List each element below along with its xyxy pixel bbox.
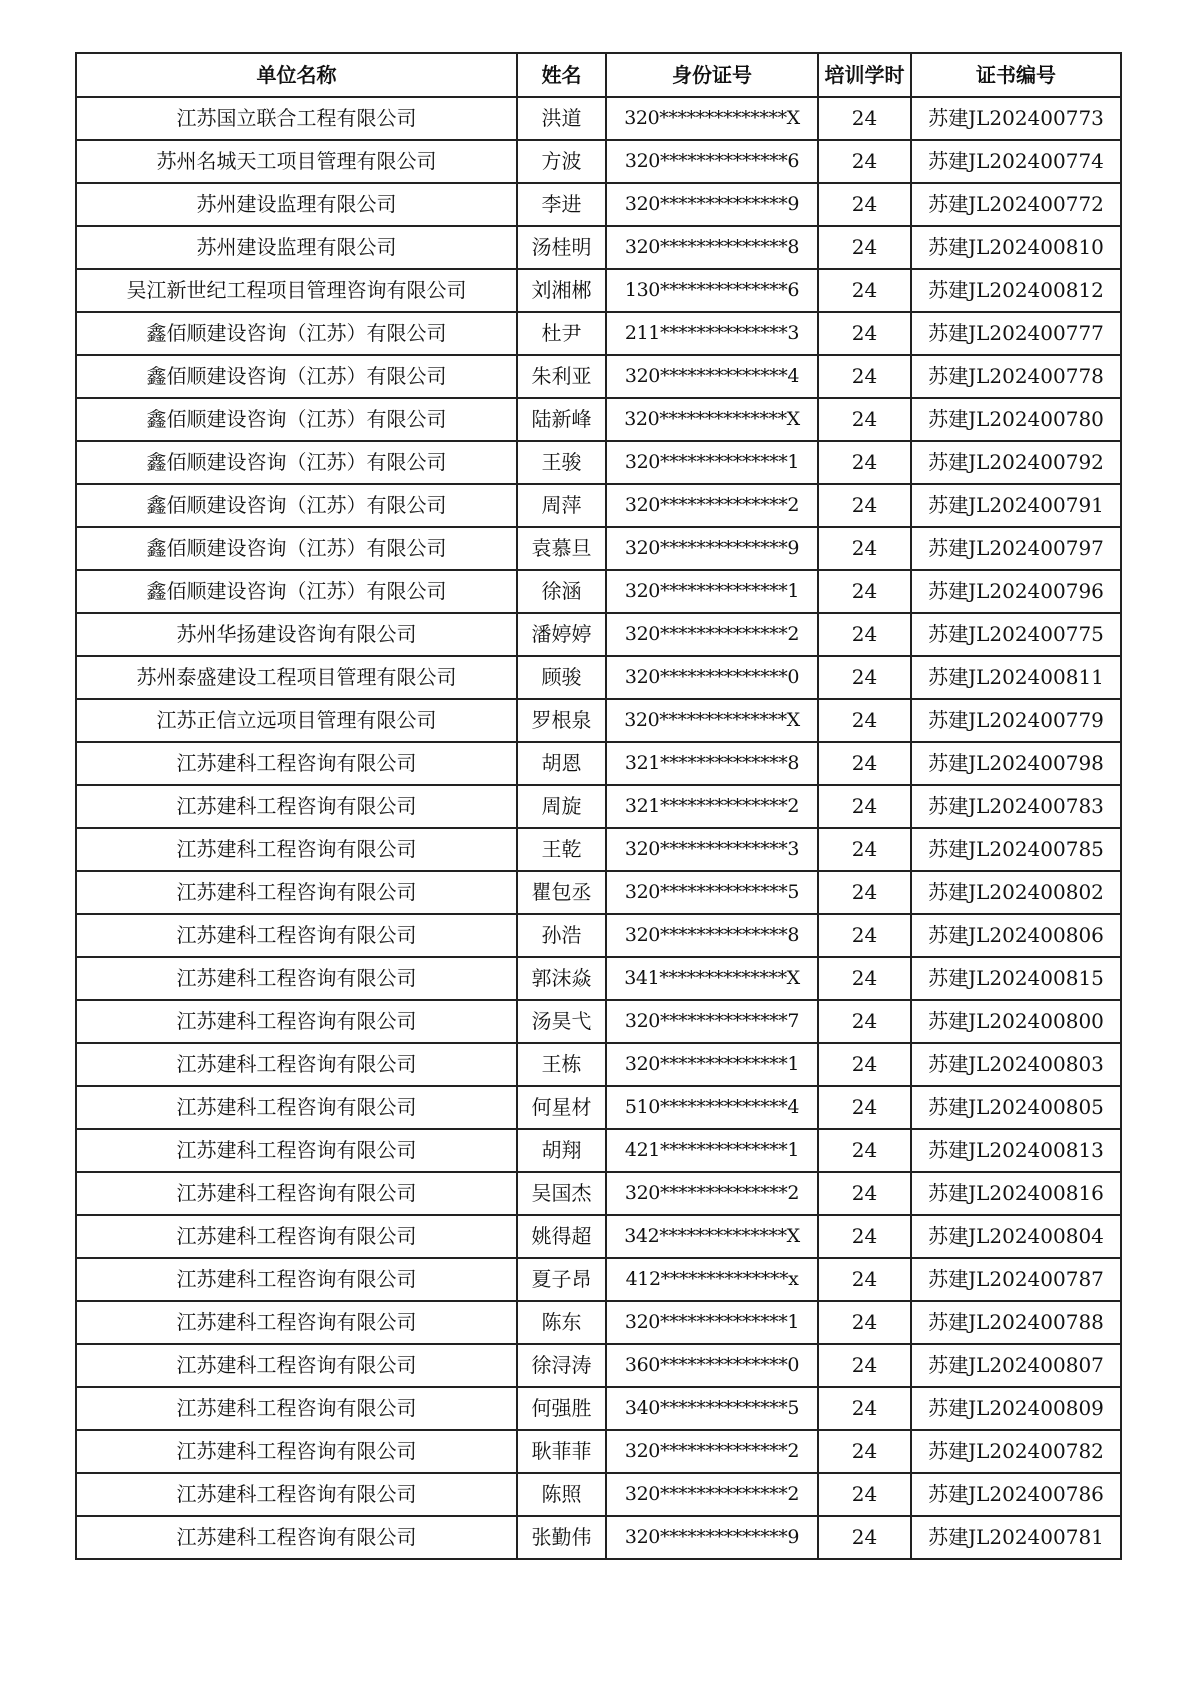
table-row: [76, 613, 1121, 656]
unit-name-cell: 江苏建科工程咨询有限公司: [76, 1301, 517, 1344]
id-number-cell: 320**************9: [606, 183, 818, 226]
table-row: [76, 1086, 1121, 1129]
table-row: [76, 1301, 1121, 1344]
id-number-cell: 320**************9: [606, 1516, 818, 1559]
id-number-cell: 320**************2: [606, 613, 818, 656]
person-name-cell: 洪道: [517, 97, 606, 140]
person-name-cell: 耿菲菲: [517, 1430, 606, 1473]
person-name-cell: 刘湘郴: [517, 269, 606, 312]
training-hours-cell: 24: [818, 1172, 911, 1215]
unit-name-cell: 苏州名城天工项目管理有限公司: [76, 140, 517, 183]
table-row: [76, 484, 1121, 527]
person-name-cell: 徐浔涛: [517, 1344, 606, 1387]
table-row: [76, 97, 1121, 140]
training-hours-cell: 24: [818, 1301, 911, 1344]
id-number-cell: 360**************0: [606, 1344, 818, 1387]
person-name-cell: 朱利亚: [517, 355, 606, 398]
table-row: [76, 570, 1121, 613]
table-row: [76, 1129, 1121, 1172]
id-number-cell: 320**************2: [606, 484, 818, 527]
training-hours-cell: 24: [818, 570, 911, 613]
person-name-cell: 陈东: [517, 1301, 606, 1344]
certificate-number-cell: 苏建JL202400785: [911, 828, 1121, 871]
training-hours-cell: 24: [818, 1000, 911, 1043]
certificate-number-cell: 苏建JL202400775: [911, 613, 1121, 656]
id-number-cell: 130**************6: [606, 269, 818, 312]
table-row: [76, 1258, 1121, 1301]
id-number-cell: 320**************1: [606, 1043, 818, 1086]
person-name-cell: 何强胜: [517, 1387, 606, 1430]
person-name-cell: 瞿包丞: [517, 871, 606, 914]
training-hours-cell: 24: [818, 1473, 911, 1516]
id-number-cell: 320**************8: [606, 914, 818, 957]
unit-name-cell: 江苏建科工程咨询有限公司: [76, 1516, 517, 1559]
training-hours-cell: 24: [818, 226, 911, 269]
unit-name-cell: 江苏国立联合工程有限公司: [76, 97, 517, 140]
table-body: [76, 97, 1121, 1559]
certificate-number-cell: 苏建JL202400803: [911, 1043, 1121, 1086]
certificate-number-cell: 苏建JL202400772: [911, 183, 1121, 226]
unit-name-cell: 苏州泰盛建设工程项目管理有限公司: [76, 656, 517, 699]
unit-name-cell: 江苏建科工程咨询有限公司: [76, 742, 517, 785]
certificate-number-cell: 苏建JL202400797: [911, 527, 1121, 570]
unit-name-cell: 江苏建科工程咨询有限公司: [76, 1344, 517, 1387]
certificate-number-cell: 苏建JL202400777: [911, 312, 1121, 355]
table-row: [76, 527, 1121, 570]
table-row: [76, 140, 1121, 183]
column-header-training-hours: 培训学时: [818, 53, 911, 97]
unit-name-cell: 江苏正信立远项目管理有限公司: [76, 699, 517, 742]
person-name-cell: 周萍: [517, 484, 606, 527]
training-hours-cell: 24: [818, 355, 911, 398]
unit-name-cell: 江苏建科工程咨询有限公司: [76, 1086, 517, 1129]
unit-name-cell: 江苏建科工程咨询有限公司: [76, 1473, 517, 1516]
table-row: [76, 957, 1121, 1000]
person-name-cell: 张勤伟: [517, 1516, 606, 1559]
training-certificate-table: [75, 52, 1122, 1560]
training-hours-cell: 24: [818, 398, 911, 441]
id-number-cell: 320**************1: [606, 1301, 818, 1344]
training-hours-cell: 24: [818, 1430, 911, 1473]
id-number-cell: 340**************5: [606, 1387, 818, 1430]
certificate-number-cell: 苏建JL202400786: [911, 1473, 1121, 1516]
id-number-cell: 320**************8: [606, 226, 818, 269]
certificate-number-cell: 苏建JL202400787: [911, 1258, 1121, 1301]
unit-name-cell: 江苏建科工程咨询有限公司: [76, 1043, 517, 1086]
unit-name-cell: 江苏建科工程咨询有限公司: [76, 957, 517, 1000]
person-name-cell: 陈照: [517, 1473, 606, 1516]
certificate-number-cell: 苏建JL202400810: [911, 226, 1121, 269]
training-hours-cell: 24: [818, 656, 911, 699]
training-hours-cell: 24: [818, 269, 911, 312]
certificate-number-cell: 苏建JL202400783: [911, 785, 1121, 828]
certificate-number-cell: 苏建JL202400780: [911, 398, 1121, 441]
table-row: [76, 441, 1121, 484]
unit-name-cell: 鑫佰顺建设咨询（江苏）有限公司: [76, 527, 517, 570]
id-number-cell: 321**************8: [606, 742, 818, 785]
person-name-cell: 潘婷婷: [517, 613, 606, 656]
training-hours-cell: 24: [818, 312, 911, 355]
id-number-cell: 320**************6: [606, 140, 818, 183]
certificate-number-cell: 苏建JL202400812: [911, 269, 1121, 312]
training-hours-cell: 24: [818, 1344, 911, 1387]
unit-name-cell: 江苏建科工程咨询有限公司: [76, 1258, 517, 1301]
training-hours-cell: 24: [818, 699, 911, 742]
training-hours-cell: 24: [818, 1129, 911, 1172]
unit-name-cell: 吴江新世纪工程项目管理咨询有限公司: [76, 269, 517, 312]
id-number-cell: 320**************3: [606, 828, 818, 871]
person-name-cell: 何星材: [517, 1086, 606, 1129]
training-hours-cell: 24: [818, 484, 911, 527]
certificate-number-cell: 苏建JL202400781: [911, 1516, 1121, 1559]
unit-name-cell: 苏州华扬建设咨询有限公司: [76, 613, 517, 656]
training-hours-cell: 24: [818, 140, 911, 183]
table-row: [76, 1000, 1121, 1043]
certificate-number-cell: 苏建JL202400815: [911, 957, 1121, 1000]
table-row: [76, 1387, 1121, 1430]
id-number-cell: 320**************X: [606, 398, 818, 441]
unit-name-cell: 江苏建科工程咨询有限公司: [76, 871, 517, 914]
unit-name-cell: 江苏建科工程咨询有限公司: [76, 1000, 517, 1043]
table-row: [76, 398, 1121, 441]
training-hours-cell: 24: [818, 957, 911, 1000]
unit-name-cell: 苏州建设监理有限公司: [76, 183, 517, 226]
unit-name-cell: 江苏建科工程咨询有限公司: [76, 1215, 517, 1258]
person-name-cell: 夏子昂: [517, 1258, 606, 1301]
table-row: [76, 785, 1121, 828]
table-row: [76, 1516, 1121, 1559]
training-hours-cell: 24: [818, 1387, 911, 1430]
person-name-cell: 周旋: [517, 785, 606, 828]
certificate-number-cell: 苏建JL202400813: [911, 1129, 1121, 1172]
id-number-cell: 342**************X: [606, 1215, 818, 1258]
certificate-number-cell: 苏建JL202400802: [911, 871, 1121, 914]
training-hours-cell: 24: [818, 183, 911, 226]
id-number-cell: 321**************2: [606, 785, 818, 828]
training-hours-cell: 24: [818, 1043, 911, 1086]
person-name-cell: 孙浩: [517, 914, 606, 957]
unit-name-cell: 鑫佰顺建设咨询（江苏）有限公司: [76, 312, 517, 355]
certificate-number-cell: 苏建JL202400811: [911, 656, 1121, 699]
unit-name-cell: 鑫佰顺建设咨询（江苏）有限公司: [76, 355, 517, 398]
certificate-number-cell: 苏建JL202400792: [911, 441, 1121, 484]
person-name-cell: 陆新峰: [517, 398, 606, 441]
training-hours-cell: 24: [818, 1086, 911, 1129]
training-hours-cell: 24: [818, 871, 911, 914]
person-name-cell: 王栋: [517, 1043, 606, 1086]
certificate-number-cell: 苏建JL202400816: [911, 1172, 1121, 1215]
training-hours-cell: 24: [818, 742, 911, 785]
header-row: [76, 53, 1121, 97]
table-row: [76, 656, 1121, 699]
person-name-cell: 顾骏: [517, 656, 606, 699]
training-hours-cell: 24: [818, 613, 911, 656]
person-name-cell: 袁慕旦: [517, 527, 606, 570]
id-number-cell: 320**************2: [606, 1473, 818, 1516]
certificate-number-cell: 苏建JL202400782: [911, 1430, 1121, 1473]
person-name-cell: 胡恩: [517, 742, 606, 785]
id-number-cell: 320**************4: [606, 355, 818, 398]
unit-name-cell: 江苏建科工程咨询有限公司: [76, 828, 517, 871]
person-name-cell: 罗根泉: [517, 699, 606, 742]
id-number-cell: 320**************7: [606, 1000, 818, 1043]
table-row: [76, 355, 1121, 398]
training-hours-cell: 24: [818, 441, 911, 484]
table-row: [76, 699, 1121, 742]
person-name-cell: 王乾: [517, 828, 606, 871]
unit-name-cell: 江苏建科工程咨询有限公司: [76, 1430, 517, 1473]
person-name-cell: 姚得超: [517, 1215, 606, 1258]
certificate-number-cell: 苏建JL202400805: [911, 1086, 1121, 1129]
certificate-number-cell: 苏建JL202400800: [911, 1000, 1121, 1043]
person-name-cell: 杜尹: [517, 312, 606, 355]
unit-name-cell: 鑫佰顺建设咨询（江苏）有限公司: [76, 441, 517, 484]
person-name-cell: 郭沫焱: [517, 957, 606, 1000]
certificate-number-cell: 苏建JL202400796: [911, 570, 1121, 613]
certificate-number-cell: 苏建JL202400807: [911, 1344, 1121, 1387]
table-row: [76, 226, 1121, 269]
person-name-cell: 胡翔: [517, 1129, 606, 1172]
certificate-number-cell: 苏建JL202400809: [911, 1387, 1121, 1430]
training-hours-cell: 24: [818, 1258, 911, 1301]
certificate-number-cell: 苏建JL202400798: [911, 742, 1121, 785]
column-header-unit: 单位名称: [76, 53, 517, 97]
table-row: [76, 742, 1121, 785]
table-row: [76, 183, 1121, 226]
certificate-number-cell: 苏建JL202400773: [911, 97, 1121, 140]
unit-name-cell: 鑫佰顺建设咨询（江苏）有限公司: [76, 398, 517, 441]
table-row: [76, 1043, 1121, 1086]
id-number-cell: 320**************X: [606, 699, 818, 742]
certificate-number-cell: 苏建JL202400774: [911, 140, 1121, 183]
table-row: [76, 1172, 1121, 1215]
id-number-cell: 421**************1: [606, 1129, 818, 1172]
table-row: [76, 871, 1121, 914]
id-number-cell: 211**************3: [606, 312, 818, 355]
certificate-number-cell: 苏建JL202400791: [911, 484, 1121, 527]
person-name-cell: 李进: [517, 183, 606, 226]
column-header-id-number: 身份证号: [606, 53, 818, 97]
certificate-number-cell: 苏建JL202400788: [911, 1301, 1121, 1344]
person-name-cell: 吴国杰: [517, 1172, 606, 1215]
person-name-cell: 汤桂明: [517, 226, 606, 269]
id-number-cell: 320**************2: [606, 1430, 818, 1473]
certificate-number-cell: 苏建JL202400779: [911, 699, 1121, 742]
unit-name-cell: 鑫佰顺建设咨询（江苏）有限公司: [76, 570, 517, 613]
unit-name-cell: 江苏建科工程咨询有限公司: [76, 1387, 517, 1430]
unit-name-cell: 苏州建设监理有限公司: [76, 226, 517, 269]
id-number-cell: 412**************x: [606, 1258, 818, 1301]
table-row: [76, 914, 1121, 957]
id-number-cell: 320**************2: [606, 1172, 818, 1215]
certificate-number-cell: 苏建JL202400804: [911, 1215, 1121, 1258]
person-name-cell: 徐涵: [517, 570, 606, 613]
unit-name-cell: 江苏建科工程咨询有限公司: [76, 914, 517, 957]
column-header-certificate-number: 证书编号: [911, 53, 1121, 97]
column-header-name: 姓名: [517, 53, 606, 97]
person-name-cell: 汤昊弋: [517, 1000, 606, 1043]
training-hours-cell: 24: [818, 527, 911, 570]
table-header: [76, 53, 1121, 97]
person-name-cell: 王骏: [517, 441, 606, 484]
table-row: [76, 1215, 1121, 1258]
id-number-cell: 320**************9: [606, 527, 818, 570]
table-row: [76, 269, 1121, 312]
id-number-cell: 320**************1: [606, 441, 818, 484]
table-row: [76, 1473, 1121, 1516]
training-hours-cell: 24: [818, 785, 911, 828]
id-number-cell: 320**************5: [606, 871, 818, 914]
id-number-cell: 320**************1: [606, 570, 818, 613]
id-number-cell: 341**************X: [606, 957, 818, 1000]
unit-name-cell: 江苏建科工程咨询有限公司: [76, 1172, 517, 1215]
unit-name-cell: 江苏建科工程咨询有限公司: [76, 785, 517, 828]
training-hours-cell: 24: [818, 97, 911, 140]
id-number-cell: 320**************X: [606, 97, 818, 140]
certificate-number-cell: 苏建JL202400806: [911, 914, 1121, 957]
unit-name-cell: 鑫佰顺建设咨询（江苏）有限公司: [76, 484, 517, 527]
table-row: [76, 312, 1121, 355]
table-row: [76, 828, 1121, 871]
table-row: [76, 1344, 1121, 1387]
training-hours-cell: 24: [818, 1215, 911, 1258]
unit-name-cell: 江苏建科工程咨询有限公司: [76, 1129, 517, 1172]
table-row: [76, 1430, 1121, 1473]
training-hours-cell: 24: [818, 914, 911, 957]
training-hours-cell: 24: [818, 828, 911, 871]
certificate-number-cell: 苏建JL202400778: [911, 355, 1121, 398]
id-number-cell: 510**************4: [606, 1086, 818, 1129]
id-number-cell: 320**************0: [606, 656, 818, 699]
person-name-cell: 方波: [517, 140, 606, 183]
training-hours-cell: 24: [818, 1516, 911, 1559]
